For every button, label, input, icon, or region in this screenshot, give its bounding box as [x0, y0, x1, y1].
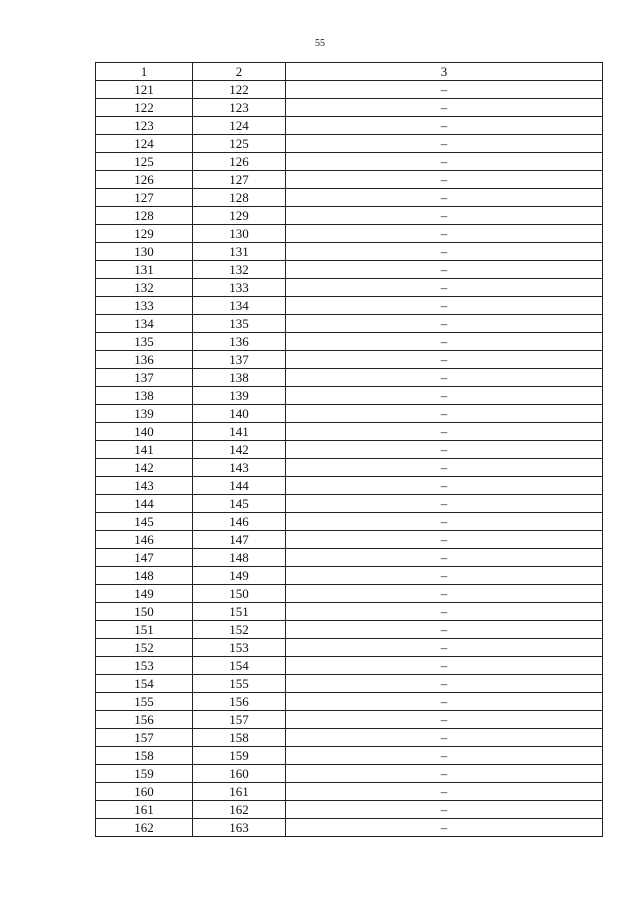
table-cell-col-1: 129	[96, 225, 193, 243]
table-cell-col-3: –	[286, 765, 603, 783]
table-row	[96, 225, 603, 243]
table-cell-col-3: –	[286, 171, 603, 189]
table-cell-col-3: –	[286, 711, 603, 729]
table-cell-col-2: 152	[193, 621, 286, 639]
table-cell-col-1: 128	[96, 207, 193, 225]
table-row	[96, 567, 603, 585]
table-body	[96, 81, 603, 837]
table-header	[96, 63, 603, 81]
table-row	[96, 693, 603, 711]
table-cell-col-2: 124	[193, 117, 286, 135]
table-cell-col-1: 143	[96, 477, 193, 495]
table-cell-col-3: –	[286, 387, 603, 405]
table-cell-col-3: –	[286, 369, 603, 387]
data-table	[95, 62, 603, 837]
table-cell-col-3: –	[286, 189, 603, 207]
table-row	[96, 783, 603, 801]
table-cell-col-2: 140	[193, 405, 286, 423]
table-cell-col-2: 128	[193, 189, 286, 207]
table-row	[96, 369, 603, 387]
table-cell-col-1: 139	[96, 405, 193, 423]
table-cell-col-2: 155	[193, 675, 286, 693]
table-row	[96, 441, 603, 459]
table-cell-col-2: 144	[193, 477, 286, 495]
table-cell-col-1: 153	[96, 657, 193, 675]
table-cell-col-3: –	[286, 99, 603, 117]
table-cell-col-2: 126	[193, 153, 286, 171]
table-cell-col-1: 138	[96, 387, 193, 405]
table-row	[96, 81, 603, 99]
table-cell-col-2: 156	[193, 693, 286, 711]
table-cell-col-1: 141	[96, 441, 193, 459]
table-row	[96, 729, 603, 747]
table-row	[96, 117, 603, 135]
table-row	[96, 351, 603, 369]
table-cell-col-3: –	[286, 459, 603, 477]
table-row	[96, 477, 603, 495]
table-cell-col-3: –	[286, 477, 603, 495]
table-cell-col-2: 138	[193, 369, 286, 387]
table-cell-col-3: –	[286, 801, 603, 819]
table-cell-col-1: 161	[96, 801, 193, 819]
table-cell-col-3: –	[286, 693, 603, 711]
table-cell-col-1: 137	[96, 369, 193, 387]
table-cell-col-3: –	[286, 621, 603, 639]
table-cell-col-2: 146	[193, 513, 286, 531]
table-cell-col-3: –	[286, 441, 603, 459]
table-cell-col-1: 156	[96, 711, 193, 729]
table-cell-col-1: 136	[96, 351, 193, 369]
table-cell-col-2: 135	[193, 315, 286, 333]
table-cell-col-1: 147	[96, 549, 193, 567]
table-row	[96, 297, 603, 315]
table-row	[96, 315, 603, 333]
table-cell-col-1: 127	[96, 189, 193, 207]
table-row	[96, 801, 603, 819]
table-cell-col-3: –	[286, 729, 603, 747]
table-row	[96, 243, 603, 261]
table-row	[96, 189, 603, 207]
table-cell-col-3: –	[286, 657, 603, 675]
table-row	[96, 531, 603, 549]
table-row	[96, 495, 603, 513]
column-header-2: 2	[193, 63, 286, 81]
table-cell-col-3: –	[286, 243, 603, 261]
table-cell-col-1: 150	[96, 603, 193, 621]
table-row	[96, 333, 603, 351]
table-cell-col-1: 126	[96, 171, 193, 189]
table-cell-col-3: –	[286, 423, 603, 441]
table-cell-col-2: 143	[193, 459, 286, 477]
table-cell-col-3: –	[286, 513, 603, 531]
table-cell-col-1: 155	[96, 693, 193, 711]
table-row	[96, 279, 603, 297]
table-cell-col-2: 136	[193, 333, 286, 351]
table-cell-col-2: 130	[193, 225, 286, 243]
table-cell-col-1: 121	[96, 81, 193, 99]
table-cell-col-2: 153	[193, 639, 286, 657]
table-cell-col-3: –	[286, 747, 603, 765]
table-cell-col-3: –	[286, 315, 603, 333]
table-cell-col-2: 149	[193, 567, 286, 585]
column-header-3: 3	[286, 63, 603, 81]
table-cell-col-2: 148	[193, 549, 286, 567]
column-header-1: 1	[96, 63, 193, 81]
table-cell-col-1: 122	[96, 99, 193, 117]
table-cell-col-1: 149	[96, 585, 193, 603]
table-cell-col-2: 125	[193, 135, 286, 153]
table-row	[96, 585, 603, 603]
table-row	[96, 153, 603, 171]
table-cell-col-2: 139	[193, 387, 286, 405]
table-cell-col-3: –	[286, 135, 603, 153]
table-cell-col-3: –	[286, 675, 603, 693]
table-cell-col-2: 151	[193, 603, 286, 621]
table-cell-col-1: 123	[96, 117, 193, 135]
table-cell-col-3: –	[286, 297, 603, 315]
table-cell-col-2: 134	[193, 297, 286, 315]
table-row	[96, 135, 603, 153]
table-cell-col-3: –	[286, 783, 603, 801]
table-cell-col-3: –	[286, 531, 603, 549]
table-cell-col-1: 158	[96, 747, 193, 765]
table-cell-col-1: 135	[96, 333, 193, 351]
table-cell-col-2: 142	[193, 441, 286, 459]
table-cell-col-2: 122	[193, 81, 286, 99]
table-cell-col-2: 163	[193, 819, 286, 837]
table-row	[96, 513, 603, 531]
table-cell-col-1: 130	[96, 243, 193, 261]
table-cell-col-2: 159	[193, 747, 286, 765]
table-cell-col-3: –	[286, 495, 603, 513]
table-row	[96, 261, 603, 279]
table-cell-col-2: 145	[193, 495, 286, 513]
table-cell-col-2: 154	[193, 657, 286, 675]
table-cell-col-3: –	[286, 603, 603, 621]
table-row	[96, 711, 603, 729]
table-cell-col-3: –	[286, 153, 603, 171]
table-cell-col-3: –	[286, 819, 603, 837]
table-row	[96, 99, 603, 117]
table-row	[96, 621, 603, 639]
table-cell-col-1: 159	[96, 765, 193, 783]
table-cell-col-3: –	[286, 279, 603, 297]
table-cell-col-1: 131	[96, 261, 193, 279]
table-cell-col-1: 125	[96, 153, 193, 171]
table-cell-col-1: 144	[96, 495, 193, 513]
table-cell-col-2: 127	[193, 171, 286, 189]
table-cell-col-1: 133	[96, 297, 193, 315]
table-cell-col-2: 157	[193, 711, 286, 729]
table-row	[96, 207, 603, 225]
table-cell-col-3: –	[286, 405, 603, 423]
table-cell-col-1: 157	[96, 729, 193, 747]
table-cell-col-3: –	[286, 225, 603, 243]
table-cell-col-1: 162	[96, 819, 193, 837]
table-cell-col-2: 137	[193, 351, 286, 369]
table-cell-col-1: 160	[96, 783, 193, 801]
table-cell-col-1: 142	[96, 459, 193, 477]
table-cell-col-2: 162	[193, 801, 286, 819]
table-cell-col-2: 141	[193, 423, 286, 441]
table-cell-col-1: 132	[96, 279, 193, 297]
table-row	[96, 405, 603, 423]
table-cell-col-1: 134	[96, 315, 193, 333]
table-row	[96, 657, 603, 675]
table-cell-col-3: –	[286, 207, 603, 225]
table-cell-col-3: –	[286, 549, 603, 567]
table-cell-col-3: –	[286, 639, 603, 657]
table-row	[96, 819, 603, 837]
table-cell-col-3: –	[286, 261, 603, 279]
table-cell-col-1: 154	[96, 675, 193, 693]
table-row	[96, 171, 603, 189]
table-cell-col-2: 129	[193, 207, 286, 225]
table-cell-col-3: –	[286, 567, 603, 585]
table-cell-col-1: 148	[96, 567, 193, 585]
page-number: 55	[315, 38, 325, 49]
table-cell-col-2: 161	[193, 783, 286, 801]
table-cell-col-2: 131	[193, 243, 286, 261]
table-cell-col-1: 140	[96, 423, 193, 441]
table-cell-col-2: 132	[193, 261, 286, 279]
table-row	[96, 747, 603, 765]
header-row	[96, 63, 603, 81]
table-cell-col-1: 152	[96, 639, 193, 657]
table-cell-col-3: –	[286, 585, 603, 603]
table-cell-col-3: –	[286, 117, 603, 135]
table-cell-col-3: –	[286, 333, 603, 351]
table-cell-col-1: 124	[96, 135, 193, 153]
table-row	[96, 459, 603, 477]
table-cell-col-2: 158	[193, 729, 286, 747]
table-cell-col-3: –	[286, 351, 603, 369]
table-cell-col-1: 151	[96, 621, 193, 639]
table-row	[96, 675, 603, 693]
table-row	[96, 603, 603, 621]
table-row	[96, 387, 603, 405]
table-row	[96, 765, 603, 783]
table-cell-col-2: 133	[193, 279, 286, 297]
table-row	[96, 423, 603, 441]
table-cell-col-3: –	[286, 81, 603, 99]
table-cell-col-2: 147	[193, 531, 286, 549]
table-cell-col-1: 145	[96, 513, 193, 531]
table-row	[96, 639, 603, 657]
table-row	[96, 549, 603, 567]
table-cell-col-2: 150	[193, 585, 286, 603]
table-cell-col-2: 160	[193, 765, 286, 783]
table-cell-col-1: 146	[96, 531, 193, 549]
table-cell-col-2: 123	[193, 99, 286, 117]
